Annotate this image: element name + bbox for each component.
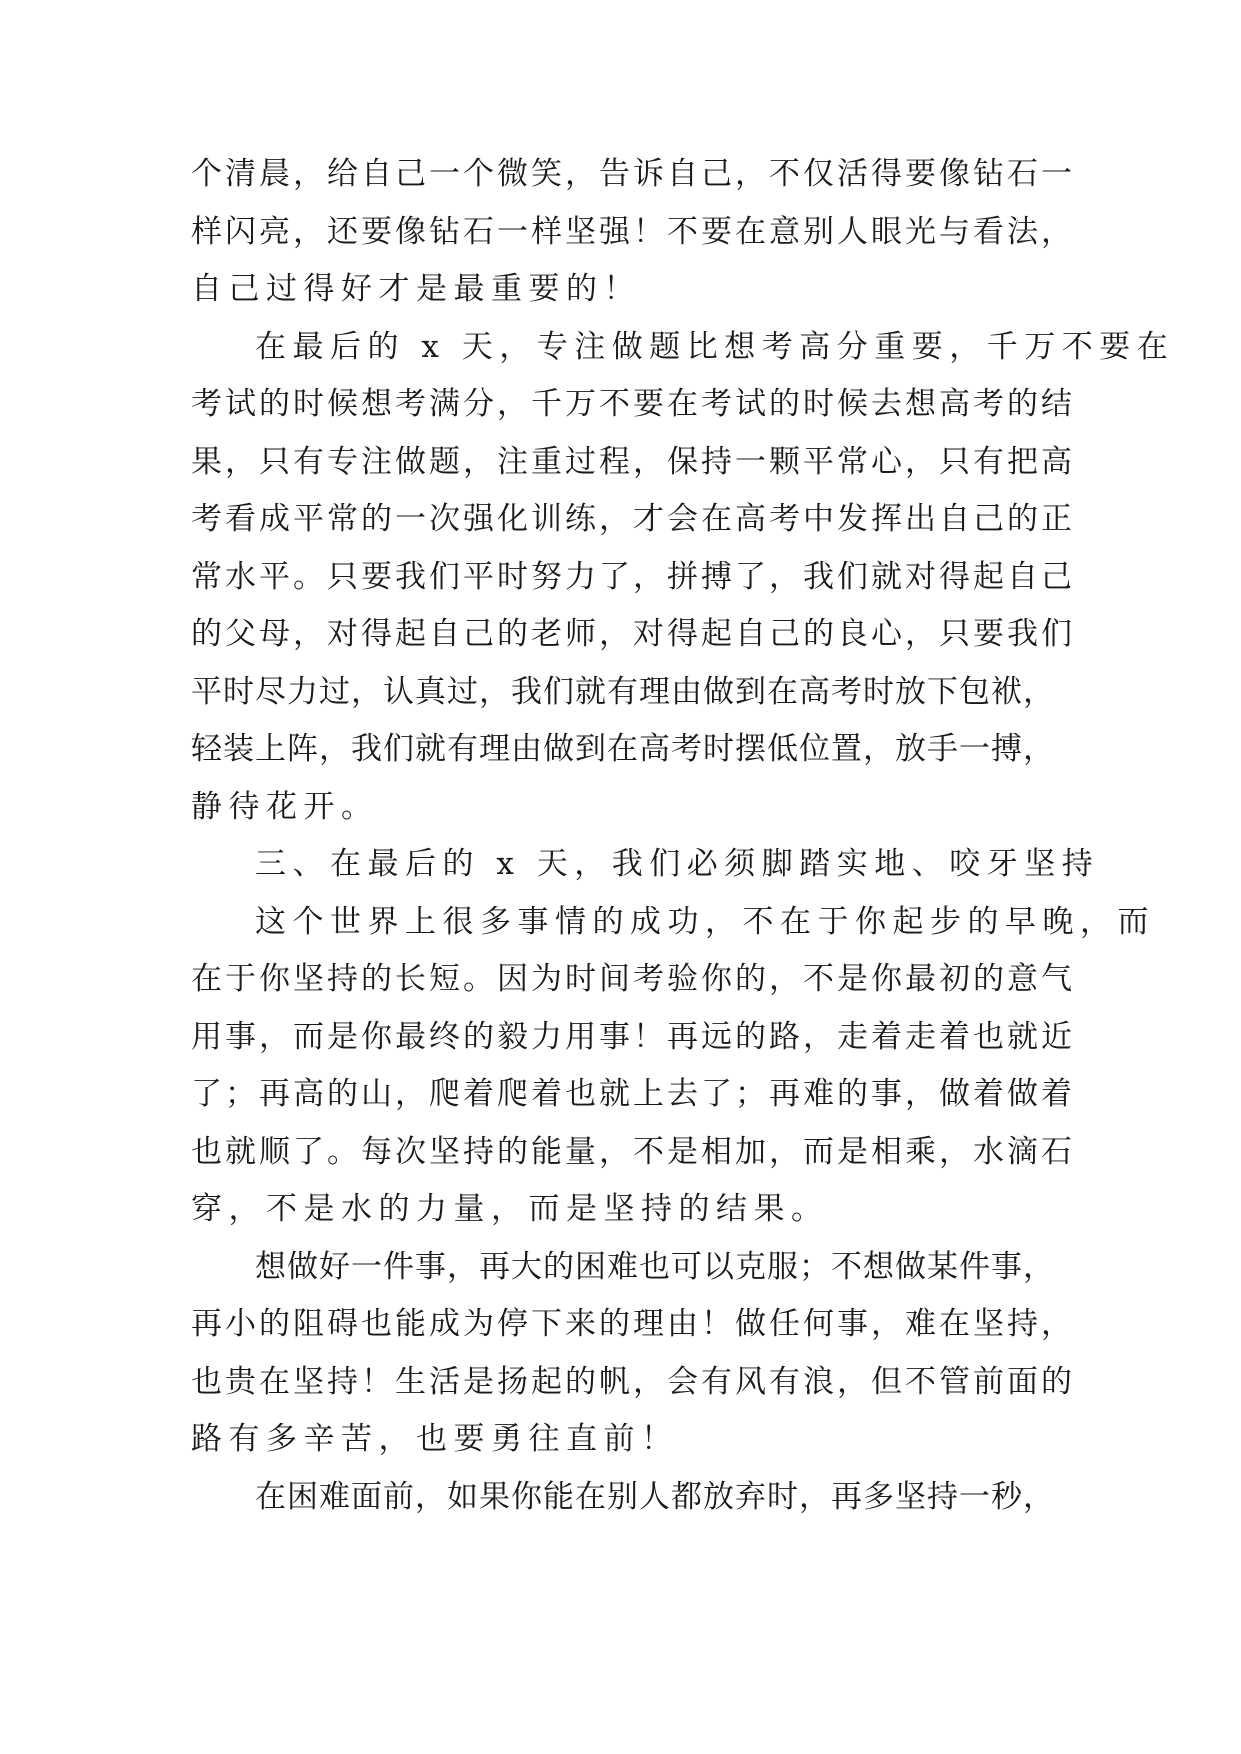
document-body-text [191, 146, 1175, 1526]
text-line: 考看成平常的一次强化训练，才会在高考中发挥出自己的正 [191, 501, 1075, 537]
text-line: 自己过得好才是最重要的！ [191, 271, 641, 307]
text-line: 在最后的 x 天，专注做题比想考高分重要，千万不要在 [255, 328, 1175, 365]
text-line: 的父母，对得起自己的老师，对得起自己的良心，只要我们 [191, 616, 1075, 652]
text-line: 考试的时候想考满分，千万不要在考试的时候去想高考的结 [191, 386, 1075, 422]
text-line: 了；再高的山，爬着爬着也就上去了；再难的事，做着做着 [191, 1076, 1075, 1112]
text-line: 个清晨，给自己一个微笑，告诉自己，不仅活得要像钻石一 [191, 156, 1075, 192]
section-heading: 三、在最后的 x 天，我们必须脚踏实地、咬牙坚持 [255, 846, 1100, 882]
text-line: 也就顺了。每次坚持的能量，不是相加，而是相乘，水滴石 [191, 1133, 1075, 1170]
text-line: 想做好一件事，再大的困难也可以克服；不想做某件事， [255, 1248, 1055, 1285]
text-line: 在于你坚持的长短。因为时间考验你的，不是你最初的意气 [191, 961, 1075, 997]
text-line: 静待花开。 [191, 788, 379, 825]
text-line: 常水平。只要我们平时努力了，拼搏了，我们就对得起自己 [191, 558, 1075, 595]
text-line: 在困难面前，如果你能在别人都放弃时，再多坚持一秒， [255, 1478, 1055, 1515]
text-line: 用事，而是你最终的毅力用事！再远的路，走着走着也就近 [191, 1018, 1075, 1055]
text-line: 穿，不是水的力量，而是坚持的结果。 [191, 1191, 829, 1227]
text-line: 样闪亮，还要像钻石一样坚强！不要在意别人眼光与看法， [191, 213, 1075, 250]
text-line: 也贵在坚持！生活是扬起的帆，会有风有浪，但不管前面的 [191, 1363, 1075, 1400]
text-line: 平时尽力过，认真过，我们就有理由做到在高考时放下包袱， [191, 673, 1055, 710]
text-line: 轻装上阵，我们就有理由做到在高考时摆低位置，放手一搏， [191, 731, 1055, 767]
text-line: 这个世界上很多事情的成功，不在于你起步的早晚，而 [255, 903, 1155, 940]
text-line: 路有多辛苦，也要勇往直前！ [191, 1421, 679, 1457]
text-line: 果，只有专注做题，注重过程，保持一颗平常心，只有把高 [191, 443, 1075, 480]
text-line: 再小的阻碍也能成为停下来的理由！做任何事，难在坚持， [191, 1306, 1075, 1342]
